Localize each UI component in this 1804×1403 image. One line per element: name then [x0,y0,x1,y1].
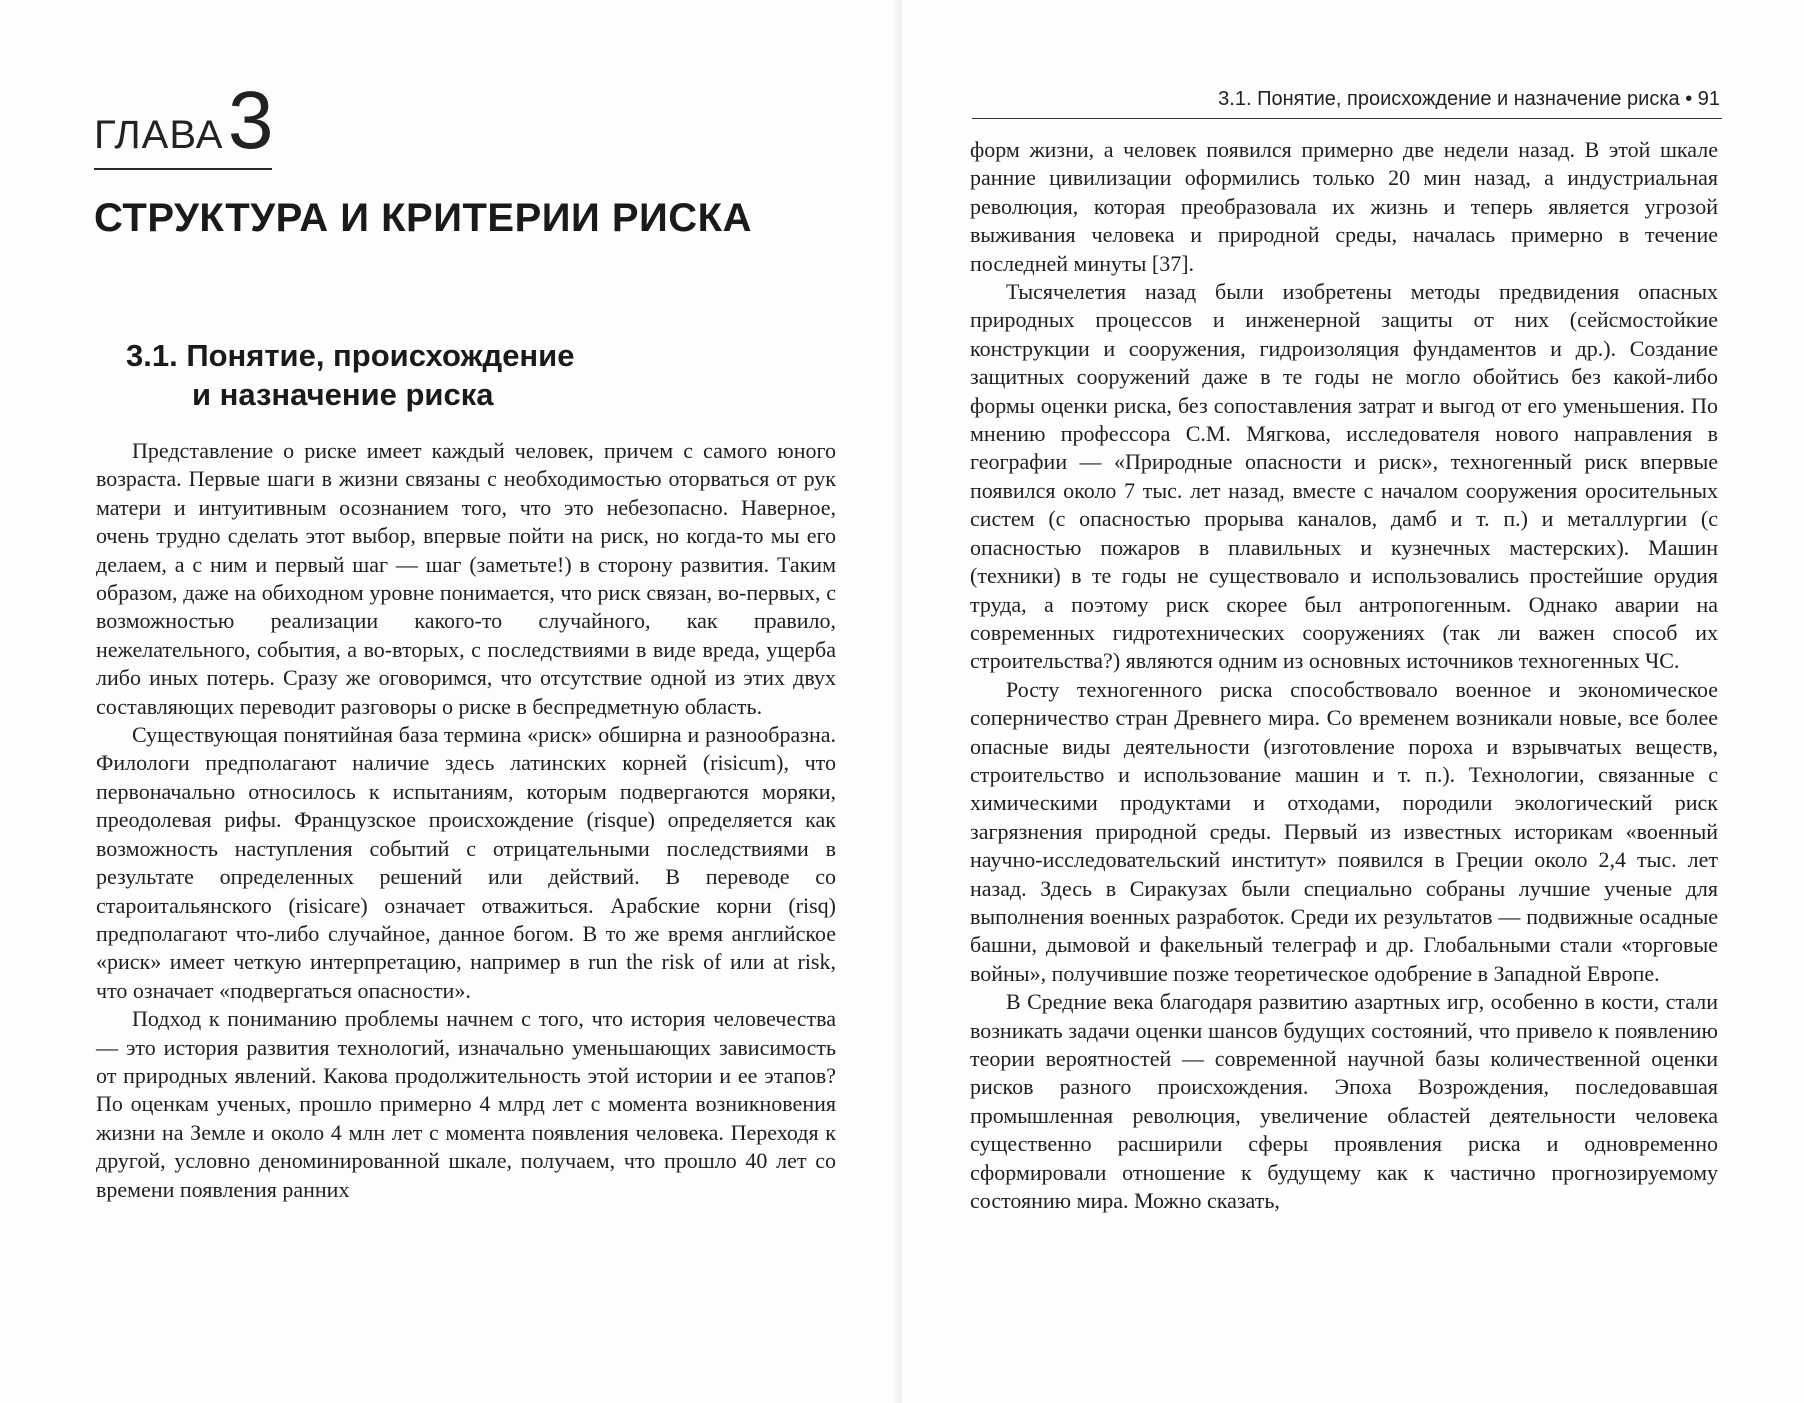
section-title-line-1: 3.1. Понятие, происхождение [126,338,575,373]
chapter-heading [94,75,274,170]
right-page-body [970,136,1718,1215]
running-head-rule [972,118,1722,119]
paragraph: В Средние века благодаря развитию азартных игр, особенно в кости, стали возникать задачи оценки шансов будущих состояний, что привело к появлению теории вероятностей — современной научной базы количественной оценки рисков разного происхождения. Эпоха Возрождения, последовавшая промышленная революция, увеличение областей деятельности человека существенно расширили сферы проявления риска и одновременно сформировали отношение к будущему как к частично прогнозируемому состоянию мира. Можно сказать, [970,989,1718,1214]
section-title [126,336,826,414]
chapter-number: 3 [227,75,274,166]
paragraph: Существующая понятийная база термина «риск» обширна и разнообразна. Филологи предполагают наличие здесь латинских корней (risicum), что первоначально относилось к испытаниям, которым подвергаются моряки, преодолевая рифы. Французское происхождение (risque) определяется как возможность наступления событий с отрицательными последствиями в результате определенных решений или действий. В переводе со староитальянского (risicare) означает отважиться. Арабские корни (risq) предполагают что-либо случайное, данное богом. В то же время английское «риск» имеет четкую интерпретацию, например в run the risk of или at risk, что означает «подвергаться опасности». [96,722,836,1003]
paragraph: Тысячелетия назад были изобретены методы предвидения опасных природных процессов и инженерной защиты от них (сейсмостойкие конструкции и сооружения, гидроизоляция фундаментов и др.). Создание защитных сооружений даже в те годы не могло обойтись без какой-либо формы оценки риска, без сопоставления затрат и выгод от его уменьшения. По мнению профессора С.М. Мягкова, исследователя нового направления в географии — «Природные опасности и риск», техногенный риск впервые появился около 7 тыс. лет назад, вместе с началом сооружения оросительных систем (с опасностью прорыва каналов, дамб и т. п.) и металлургии (с опасностью пожаров в плавильных и кузнечных мастерских). Машин (техники) в те годы не существовало и использовались простейшие орудия труда, а поэтому риск скорее был антропогенным. Однако аварии на современных гидротехнических сооружениях (так ли важен способ их строительства?) являются одним из основных источников техногенных ЧС. [970,279,1718,674]
left-page-body [96,437,836,1204]
paragraph: Представление о риске имеет каждый человек, причем с самого юного возраста. Первые шаги в жизни связаны с необходимостью оторваться от рук матери и интуитивным осознанием того, что это небезопасно. Наверное, очень трудно сделать этот выбор, впервые пойти на риск, но когда-то мы его делаем, а с ним и первый шаг — шаг (заметьте!) в сторону развития. Таким образом, даже на обиходном уровне понимается, что риск связан, во-первых, с возможностью реализации какого-то случайного, как правило, нежелательного, события, а во-вторых, с последствиями в виде вреда, ущерба либо иных потерь. Сразу же оговоримся, что отсутствие одной из этих двух составляющих переводит разговоры о риске в беспредметную область. [96,438,836,719]
chapter-word: ГЛАВА [94,113,224,157]
running-head: 3.1. Понятие, происхождение и назначение риска • 91 [1218,88,1720,110]
paragraph: форм жизни, а человек появился примерно две недели назад. В этой шкале ранние цивилизации оформились только 20 мин назад, а индустриальная революция, которая преобразовала их жизнь и теперь является угрозой выживания человека и природной среды, началась примерно в течение последней минуты [37]. [970,137,1718,276]
paragraph: Росту техногенного риска способствовало военное и экономическое соперничество стран Древнего мира. Со временем возникали новые, все более опасные виды деятельности (изготовление пороха и взрывчатых веществ, строительство и использование машин и т. п.). Технологии, связанные с химическими продуктами и отходами, породили экологический риск загрязнения природной среды. Первый из известных историкам «военный научно-исследовательский институт» появился в Греции около 2,4 тыс. лет назад. Здесь в Сиракузах были специально собраны лучшие ученые для выполнения военных разработок. Среди их результатов — подвижные осадные башни, дымовой и факельный телеграф и др. Глобальными стали «торговые войны», получившие позже теоретическое одобрение в Западной Европе. [970,676,1718,986]
section-title-line-2: и назначение риска [192,377,494,412]
paragraph: Подход к пониманию проблемы начнем с того, что история человечества — это история развития технологий, изначально уменьшающих зависимость от природных явлений. Какова продолжительность этой истории и ее этапов? По оценкам ученых, прошло примерно 4 млрд лет с момента возникновения жизни на Земле и около 4 млн лет с момента появления человека. Переходя к другой, условно деноминированной шкале, получаем, что прошло 40 лет со времени появления ранних [96,1006,836,1202]
chapter-title: СТРУКТУРА И КРИТЕРИИ РИСКА [94,196,752,240]
